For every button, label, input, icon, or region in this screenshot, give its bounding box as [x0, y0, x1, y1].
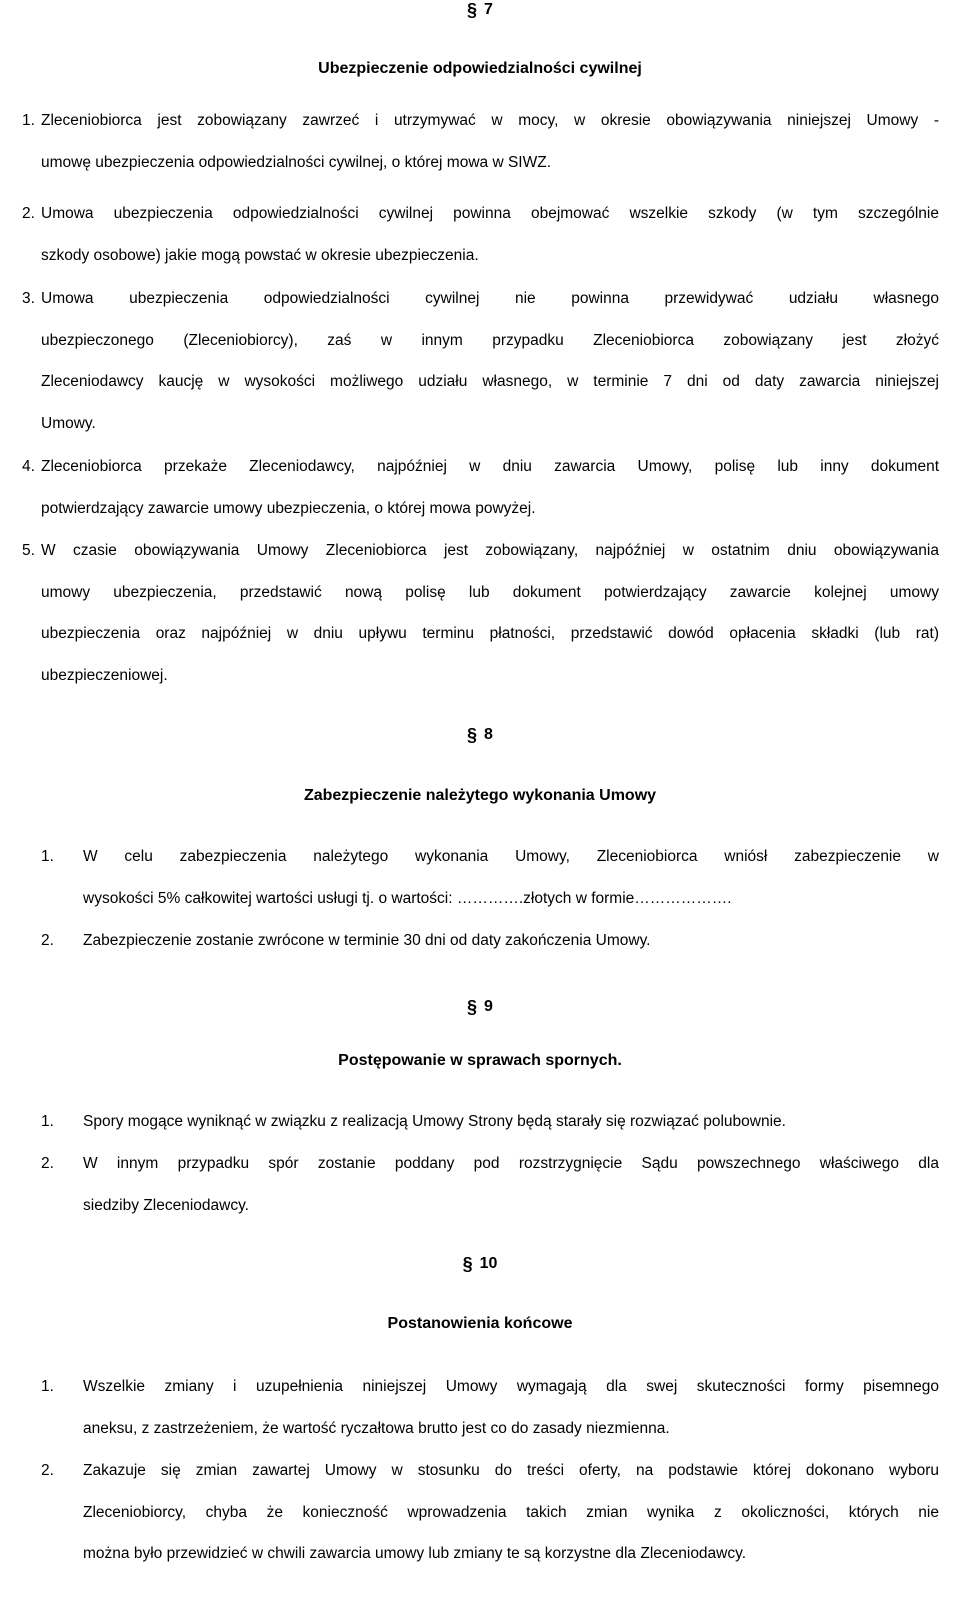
s8-paragraph-2: Zabezpieczenie zostanie zwrócone w terminie 30 dni od daty zakończenia Umowy. [83, 932, 651, 949]
s7-paragraph-5: W czasie obowiązywania Umowy Zleceniobiorca jest zobowiązany, najpóźniej w ostatnim dniu obowiązywania umowy ubezpieczenia, przedstawić nową polisę lub dokument potwierdzający zawarcie kolejnej umowy ubezpieczenia oraz najpóźniej w dniu upływu terminu płatności, przedstawić dowód opłacenia składki (lub rat) ubezpieczeniowej. [41, 542, 939, 684]
s10-p2-number: 2. [41, 1462, 54, 1479]
section-9-title: Postępowanie w sprawach spornych. [338, 1052, 622, 1069]
section-7-number: § 7 [467, 0, 493, 20]
section-9-number: § 9 [467, 997, 493, 1017]
s7-p2-number: 2. [22, 205, 35, 222]
s7-p1-number: 1. [22, 112, 35, 129]
section-10-number: § 10 [462, 1254, 498, 1274]
s10-paragraph-2: Zakazuje się zmian zawartej Umowy w stosunku do treści oferty, na podstawie której dokonano wyboru Zleceniobiorcy, chyba że konieczność wprowadzenia takich zmian wynika z okoliczności, których nie można było przewidzieć w chwili zawarcia umowy lub zmiany te są korzystne dla Zleceniodawcy. [83, 1462, 939, 1562]
section-10-title: Postanowienia końcowe [387, 1315, 573, 1332]
s7-p5-number: 5. [22, 542, 35, 559]
s7-paragraph-3: Umowa ubezpieczenia odpowiedzialności cywilnej nie powinna przewidywać udziału własnego ubezpieczonego (Zleceniobiorcy), zaś w innym przypadku Zleceniobiorca zobowiązany jest złożyć Zleceniodawcy kaucję w wysokości możliwego udziału własnego, w terminie 7 dni od daty zawarcia niniejszej Umowy. [41, 290, 939, 432]
s8-p2-number: 2. [41, 932, 54, 949]
s8-paragraph-1: W celu zabezpieczenia należytego wykonania Umowy, Zleceniobiorca wniósł zabezpieczenie w wysokości 5% całkowitej wartości usługi tj. o wartości: ………….złotych w formie………………. [83, 848, 939, 907]
s10-paragraph-1: Wszelkie zmiany i uzupełnienia niniejszej Umowy wymagają dla swej skuteczności formy pisemnego aneksu, z zastrzeżeniem, że wartość ryczałtowa brutto jest co do zasady niezmienna. [83, 1378, 939, 1437]
section-8-number: § 8 [467, 725, 493, 745]
s9-paragraph-1: Spory mogące wyniknąć w związku z realizacją Umowy Strony będą starały się rozwiązać polubownie. [83, 1113, 786, 1130]
s10-p1-number: 1. [41, 1378, 54, 1395]
section-7-title: Ubezpieczenie odpowiedzialności cywilnej [318, 60, 642, 77]
s9-p1-number: 1. [41, 1113, 54, 1130]
s8-p1-number: 1. [41, 848, 54, 865]
s7-p3-number: 3. [22, 290, 35, 307]
s9-p2-number: 2. [41, 1155, 54, 1172]
section-8-title: Zabezpieczenie należytego wykonania Umowy [303, 787, 657, 804]
s9-paragraph-2: W innym przypadku spór zostanie poddany pod rozstrzygnięcie Sądu powszechnego właściwego dla siedziby Zleceniodawcy. [83, 1155, 939, 1214]
s7-paragraph-2: Umowa ubezpieczenia odpowiedzialności cywilnej powinna obejmować wszelkie szkody (w tym szczególnie szkody osobowe) jakie mogą powstać w okresie ubezpieczenia. [41, 205, 939, 264]
s7-paragraph-4: Zleceniobiorca przekaże Zleceniodawcy, najpóźniej w dniu zawarcia Umowy, polisę lub inny dokument potwierdzający zawarcie umowy ubezpieczenia, o której mowa powyżej. [41, 458, 939, 517]
s7-paragraph-1: Zleceniobiorca jest zobowiązany zawrzeć i utrzymywać w mocy, w okresie obowiązywania niniejszej Umowy - umowę ubezpieczenia odpowiedzialności cywilnej, o której mowa w SIWZ. [41, 112, 939, 171]
s7-p4-number: 4. [22, 458, 35, 475]
